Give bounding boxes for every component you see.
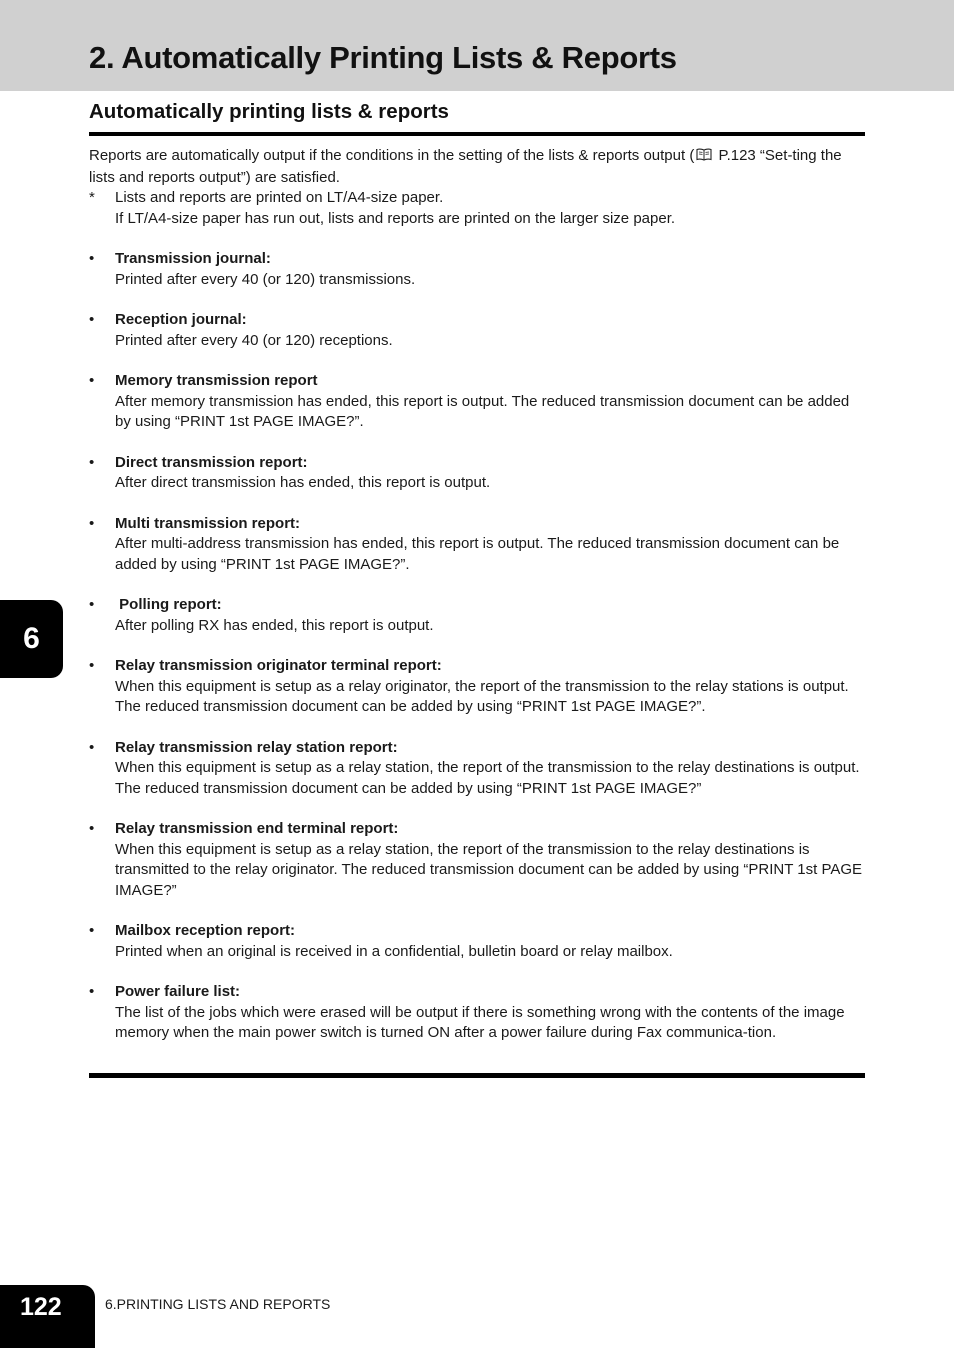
report-description: After polling RX has ended, this report is output. bbox=[115, 616, 434, 634]
bullet: • bbox=[89, 372, 95, 389]
report-item-direct-transmission bbox=[89, 453, 865, 494]
report-title: Relay transmission relay station report: bbox=[115, 738, 398, 756]
intro-text-after: P.123 “Set-ting the lists and reports output”) are satisfied. bbox=[89, 147, 842, 186]
report-title: Relay transmission originator terminal report: bbox=[115, 657, 442, 674]
report-title: Direct transmission report: bbox=[115, 453, 308, 471]
bullet: • bbox=[89, 453, 95, 471]
report-item-polling bbox=[89, 595, 865, 636]
report-title: Memory transmission report bbox=[115, 372, 318, 389]
paper-size-note bbox=[89, 188, 865, 229]
page-number: 122 bbox=[20, 1293, 62, 1321]
report-description: When this equipment is setup as a relay originator, the report of the transmission to the relay stations is output. The reduced transmission document can be added by using “PRINT 1st PAGE IMAGE?”. bbox=[115, 677, 849, 715]
section-bottom-rule bbox=[89, 1073, 865, 1078]
section-heading: Automatically printing lists & reports bbox=[89, 100, 449, 123]
note-text bbox=[115, 188, 865, 229]
report-item-transmission-journal bbox=[89, 249, 865, 290]
report-title: Polling report: bbox=[115, 596, 222, 613]
bullet: • bbox=[89, 311, 95, 328]
chapter-title: 2. Automatically Printing Lists & Reports bbox=[89, 40, 677, 75]
bullet: • bbox=[89, 983, 95, 1000]
report-item-reception-journal bbox=[89, 310, 865, 351]
report-item-power-failure bbox=[89, 982, 865, 1044]
bullet: • bbox=[89, 820, 95, 837]
report-description: After multi-address transmission has ended, this report is output. The reduced transmission document can be added by using “PRINT 1st PAGE IMAGE?”. bbox=[115, 535, 840, 573]
report-title: Relay transmission end terminal report: bbox=[115, 820, 399, 837]
report-item-mailbox-reception bbox=[89, 921, 865, 962]
bullet: • bbox=[89, 250, 95, 267]
page-number-box bbox=[0, 1285, 95, 1348]
bullet: • bbox=[89, 596, 95, 613]
report-item-relay-station bbox=[89, 738, 865, 800]
note-line-1: Lists and reports are printed on LT/A4-size paper. bbox=[115, 189, 444, 206]
report-description: Printed when an original is received in a confidential, bulletin board or relay mailbox. bbox=[115, 942, 673, 960]
report-description: The list of the jobs which were erased will be output if there is something wrong with the contents of the image memory when the main power switch is turned ON after a power failure during Fax communica-tion. bbox=[115, 1003, 845, 1041]
report-list bbox=[89, 249, 865, 1044]
report-item-multi-transmission bbox=[89, 514, 865, 576]
report-title: Power failure list: bbox=[115, 983, 241, 1000]
bullet: • bbox=[89, 738, 95, 756]
report-description: After direct transmission has ended, this report is output. bbox=[115, 474, 491, 491]
intro-paragraph bbox=[89, 146, 865, 188]
report-description: When this equipment is setup as a relay station, the report of the transmission to the relay destinations is transmitted to the relay originator. The reduced transmission document can be added by using “PRINT 1st PAGE IMAGE?” bbox=[115, 840, 863, 899]
book-reference-icon bbox=[696, 147, 712, 168]
bullet: • bbox=[89, 514, 95, 532]
section-top-rule bbox=[89, 132, 865, 136]
report-title: Transmission journal: bbox=[115, 250, 271, 267]
report-item-memory-transmission bbox=[89, 371, 865, 433]
report-description: After memory transmission has ended, this report is output. The reduced transmission document can be added by using “PRINT 1st PAGE IMAGE?”. bbox=[115, 392, 850, 430]
report-description: Printed after every 40 (or 120) receptions. bbox=[115, 331, 393, 349]
intro-text-before: Reports are automatically output if the conditions in the setting of the lists & reports output ( bbox=[89, 147, 695, 164]
report-title: Reception journal: bbox=[115, 311, 247, 328]
report-title: Multi transmission report: bbox=[115, 514, 301, 532]
bullet: • bbox=[89, 922, 95, 939]
report-item-relay-originator bbox=[89, 656, 865, 718]
note-asterisk: * bbox=[89, 189, 95, 206]
chapter-tab: 6 bbox=[0, 600, 63, 678]
report-item-relay-end-terminal bbox=[89, 819, 865, 901]
note-line-2: If LT/A4-size paper has run out, lists and reports are printed on the larger size paper. bbox=[115, 209, 676, 227]
footer-chapter-name: 6.PRINTING LISTS AND REPORTS bbox=[105, 1296, 331, 1312]
report-description: When this equipment is setup as a relay station, the report of the transmission to the relay destinations is output. The reduced transmission document can be added by using “PRINT 1st PAGE IMAGE?” bbox=[115, 759, 860, 797]
report-description: Printed after every 40 (or 120) transmissions. bbox=[115, 270, 416, 288]
report-title: Mailbox reception report: bbox=[115, 922, 296, 939]
bullet: • bbox=[89, 657, 95, 674]
content-body bbox=[89, 146, 865, 1044]
